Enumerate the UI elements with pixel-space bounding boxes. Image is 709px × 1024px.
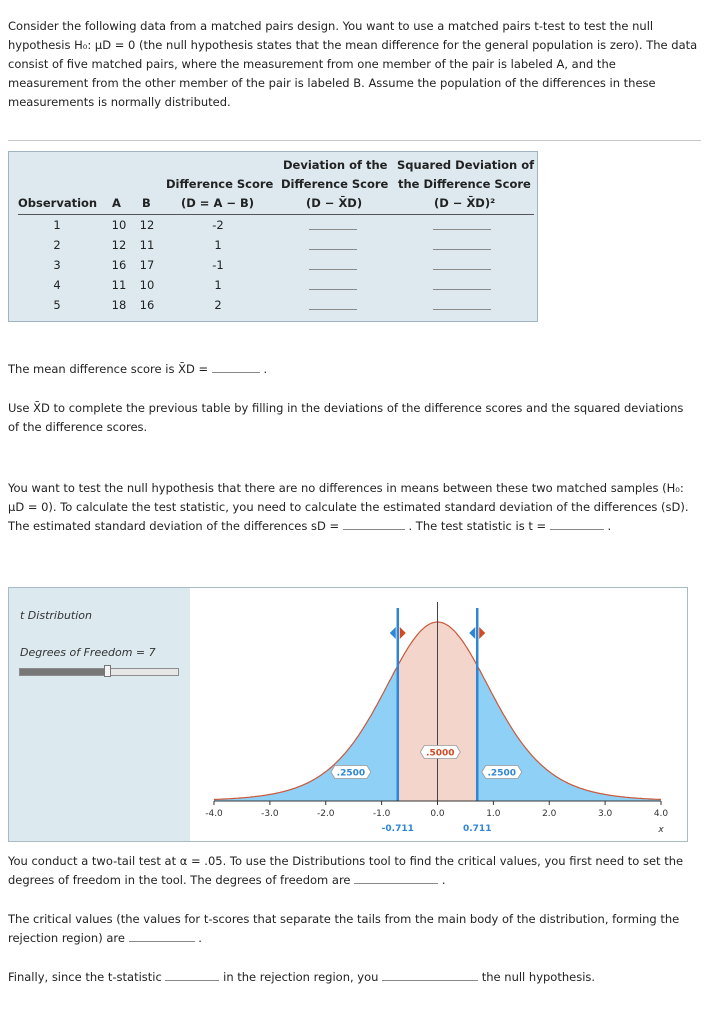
df-label: Degrees of Freedom = 7 [20, 646, 156, 659]
right-cutoff-handle-right-arrow-icon[interactable] [479, 627, 485, 639]
cell-obs: 5 [53, 298, 61, 312]
cell-obs: 3 [53, 258, 61, 272]
test-text-2: . The test statistic is t = [408, 519, 547, 533]
deviation-answer-blank[interactable] [309, 309, 357, 310]
df-slider-thumb[interactable] [104, 665, 111, 677]
right-cutoff-value: 0.711 [462, 824, 492, 834]
header-sq-line2: (D − X̄D)² [434, 196, 496, 210]
header-sq-line1: the Difference Score [398, 177, 531, 191]
header-diff-line1: Difference Score [166, 177, 274, 191]
conclusion-text-1: Finally, since the t-statistic [8, 970, 162, 984]
df-answer-blank[interactable] [354, 872, 438, 884]
cell-b: 10 [139, 278, 155, 292]
x-tick-label: 2.0 [542, 809, 557, 819]
data-table [8, 151, 538, 322]
right-tail-area [477, 666, 661, 801]
section-divider [8, 140, 701, 141]
cell-d: -1 [212, 258, 224, 272]
tool-title: t Distribution [20, 609, 92, 622]
squared-deviation-answer-blank[interactable] [433, 249, 491, 250]
x-tick-label: 3.0 [597, 809, 613, 819]
x-tick-label: 4.0 [653, 809, 669, 819]
conclusion-question [8, 968, 698, 987]
center-probability: .5000 [426, 748, 455, 759]
x-tick-label: -2.0 [316, 809, 335, 819]
right-cutoff-handle-left-arrow-icon[interactable] [469, 627, 475, 639]
mean-answer-blank[interactable] [212, 361, 260, 373]
mean-end: . [263, 362, 268, 376]
x-tick-label: 0.0 [430, 809, 445, 819]
cell-d: 1 [214, 238, 222, 252]
header-rule [18, 214, 534, 215]
cell-obs: 1 [53, 218, 61, 232]
critical-values-question [8, 910, 698, 948]
conclusion-text-2: in the rejection region, you [223, 970, 379, 984]
t-distribution-chart [190, 588, 687, 841]
conclusion-text-3: the null hypothesis. [481, 970, 596, 984]
cell-a: 11 [111, 278, 127, 292]
deviation-answer-blank[interactable] [309, 289, 357, 290]
deviation-answer-blank[interactable] [309, 229, 357, 230]
cell-b: 16 [139, 298, 155, 312]
test-text-1: You want to test the null hypothesis that there are no differences in means between these two matched samples (H₀: μD = 0). To calculate the test statistic, you need to calculate the estimated standard deviation of the differences (sD). The estimated standard deviation of the differences sD = [8, 481, 689, 533]
mean-sentence [8, 360, 698, 379]
cell-a: 12 [111, 238, 127, 252]
df-question-end: . [441, 873, 446, 887]
cell-a: 18 [111, 298, 127, 312]
right-tail-probability: .2500 [487, 768, 516, 779]
cell-d: 2 [214, 298, 222, 312]
left-tail-area [214, 667, 398, 802]
sd-answer-blank[interactable] [343, 518, 405, 530]
left-cutoff-handle-right-arrow-icon[interactable] [400, 627, 406, 639]
x-tick-label: 1.0 [486, 809, 501, 819]
tool-control-panel [9, 588, 190, 841]
header-sq-line0: Squared Deviation of [397, 158, 535, 172]
df-question-text: You conduct a two-tail test at α = .05. To use the Distributions tool to find the critical values, you first need to set the degrees of freedom in the tool. The degrees of freedom are [8, 854, 684, 887]
deviation-answer-blank[interactable] [309, 249, 357, 250]
intro-paragraph: Consider the following data from a matched pairs design. You want to use a matched pairs t-test to test the null hypothesis H₀: μD = 0 (the null hypothesis states that the mean difference for the general population is zero). The data consist of five matched pairs, where the measurement from one member of the pair is labeled A, and the measurement from the other member of the pair is labeled B. Assume the population of the differences in these measurements is normally distributed. [8, 19, 698, 109]
test-text-3: . [607, 519, 612, 533]
left-cutoff-value: -0.711 [381, 824, 414, 834]
mean-label: The mean difference score is X̄D = [8, 362, 209, 376]
header-a: A [112, 196, 121, 210]
cell-a: 10 [111, 218, 127, 232]
squared-deviation-answer-blank[interactable] [433, 309, 491, 310]
cell-b: 11 [139, 238, 155, 252]
x-tick-label: -3.0 [261, 809, 279, 819]
cell-a: 16 [111, 258, 127, 272]
t-answer-blank[interactable] [550, 518, 604, 530]
deviation-answer-blank[interactable] [309, 269, 357, 270]
reject-dropdown[interactable] [382, 969, 478, 981]
cell-b: 12 [139, 218, 155, 232]
use-paragraph: Use X̄D to complete the previous table by filling in the deviations of the difference scores and the squared deviations of the difference scores. [8, 401, 684, 434]
squared-deviation-answer-blank[interactable] [433, 289, 491, 290]
critical-question-text: The critical values (the values for t-scores that separate the tails from the main body of the distribution, forming the rejection region) are [8, 912, 680, 945]
cell-d: 1 [214, 278, 222, 292]
critical-question-end: . [198, 931, 202, 945]
critical-answer-blank[interactable] [129, 930, 195, 942]
t-distribution-tool [8, 587, 688, 842]
df-slider-fill [20, 669, 107, 675]
left-cutoff-handle-left-arrow-icon[interactable] [390, 627, 396, 639]
is-isnot-dropdown[interactable] [165, 969, 219, 981]
squared-deviation-answer-blank[interactable] [433, 229, 491, 230]
header-dev-line1: Difference Score [281, 177, 389, 191]
left-tail-probability: .2500 [336, 768, 366, 779]
cell-obs: 4 [53, 278, 61, 292]
test-paragraph [8, 479, 698, 536]
header-dev-line2: (D − X̄D) [306, 196, 363, 210]
x-tick-label: -4.0 [205, 809, 223, 819]
x-axis-label: x [658, 825, 664, 835]
header-b: B [142, 196, 151, 210]
header-observation: Observation [18, 196, 98, 210]
df-slider[interactable] [19, 668, 179, 676]
header-diff-line2: (D = A − B) [181, 196, 255, 210]
cell-b: 17 [139, 258, 155, 272]
cell-d: -2 [212, 218, 224, 232]
cell-obs: 2 [53, 238, 61, 252]
x-tick-label: -1.0 [372, 809, 391, 819]
header-dev-line0: Deviation of the [283, 158, 388, 172]
df-question [8, 852, 698, 890]
squared-deviation-answer-blank[interactable] [433, 269, 491, 270]
